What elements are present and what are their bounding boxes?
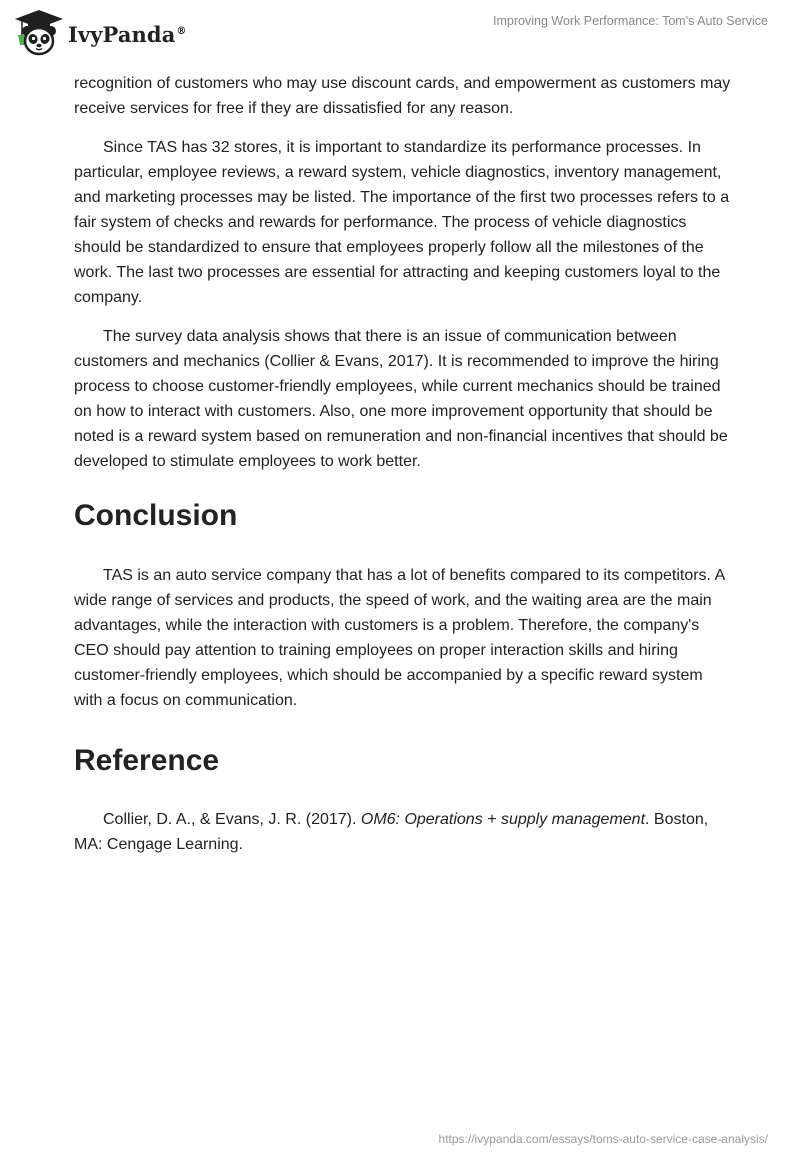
ivypanda-logo[interactable] [14,8,187,58]
page-header [0,0,800,64]
source-url[interactable]: https://ivypanda.com/essays/toms-auto-service-case-analysis/ [438,1132,768,1146]
reference-heading: Reference [74,744,220,777]
panda-graduate-icon [14,9,64,57]
paragraph-continued: recognition of customers who may use discount cards, and empowerment as customers may receive services for free if they are dissatisfied for any reason. [74,75,731,117]
registered-mark: ® [176,25,187,37]
reference-authors: Collier, D. A., & Evans, J. R. (2017). [103,811,361,828]
conclusion-paragraph: TAS is an auto service company that has a lot of benefits compared to its competitors. A wide range of services and products, the speed of work, and the waiting area are the main advantages, while the interaction with customers is a problem. Therefore, the company's CEO should pay attention to training employees on proper interaction skills and hiring customer-friendly employees, which should be accompanied by a specific reward system with a focus on communication. [74,567,725,709]
document-body [74,71,734,857]
paragraph-survey-analysis: The survey data analysis shows that there is an issue of communication between customers and mechanics (Collier & Evans, 2017). It is recommended to improve the hiring process to choose customer-friendly employees, while current mechanics should be trained on how to interact with customers. Also, one more improvement opportunity that should be noted is a reward system based on remuneration and non-financial incentives that should be developed to stimulate employees to work better. [74,328,728,470]
document-title: Improving Work Performance: Tom's Auto Service [493,14,768,28]
logo-wordmark: IvyPanda® [68,21,187,47]
reference-title: OM6: Operations + supply management [360,811,646,828]
reference-entry [74,807,734,857]
reference-publisher: . Boston, MA: Cengage Learning. [74,811,709,853]
paragraph-standardization: Since TAS has 32 stores, it is important to standardize its performance processes. In particular, employee reviews, a reward system, vehicle diagnostics, inventory management, and marketing processes may be listed. The importance of the first two processes refers to a fair system of checks and rewards for performance. The process of vehicle diagnostics should be standardized to ensure that employees properly follow all the milestones of the work. The last two processes are essential for attracting and keeping customers loyal to the company. [74,139,730,306]
conclusion-heading: Conclusion [74,499,238,532]
